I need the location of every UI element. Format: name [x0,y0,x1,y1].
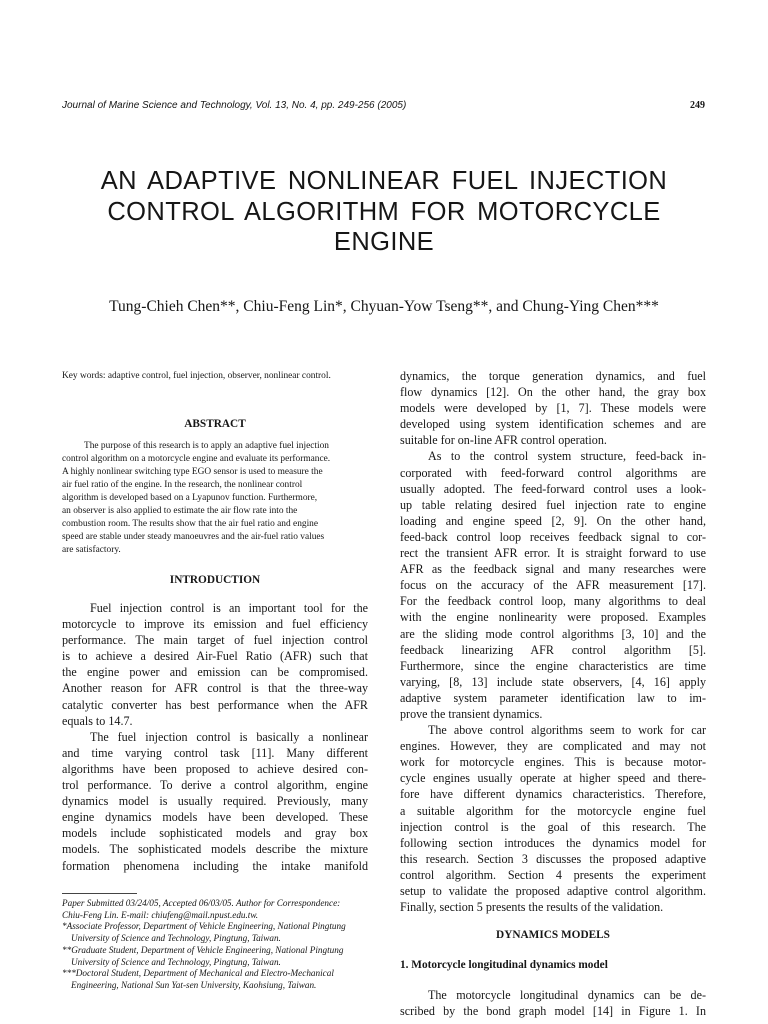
left-column [62,371,368,874]
body-line: setup to validate the proposed adaptive control algorithm. [400,884,706,898]
body-line: fore have different dynamics characteristics. Therefore, [400,787,706,802]
abstract-line: The purpose of this research is to apply an adaptive fuel injection [84,441,329,451]
body-line: engines. However, they are complicated and may not [400,739,706,754]
body-line: usually adopted. The feed-forward control uses a look- [400,481,706,496]
body-line: trol performance. To derive a control algorithm, engine [62,778,368,793]
title-line: AN ADAPTIVE NONLINEAR FUEL INJECTION [100,167,668,195]
body-line: feedback linearizing AFR control algorithm [5]. [400,642,706,657]
abstract-line: speed are stable under steady manoeuvres and the air-fuel ratio values [62,532,325,542]
abstract-line: air fuel ratio of the engine. In the research, the nonlinear control [62,480,303,490]
body-line: the engine power and emission can be compromised. [62,665,368,680]
body-line: The above control algorithms seem to work for car [428,723,706,738]
body-line: formation phenomena including the intake manifold [62,858,368,873]
title-line: CONTROL ALGORITHM FOR MOTORCYCLE [107,197,661,226]
body-line: dynamics model is usually required. Previously, many [62,794,368,809]
body-line: models were developed by [1, 7]. These models were [400,401,706,416]
footnote-line: **Graduate Student, Department of Vehicle Engineering, National Pingtung [62,944,344,955]
body-line: dynamics, the torque generation dynamics, and fuel [400,369,706,383]
footnote-line: Paper Submitted 03/24/05, Accepted 06/03/05. Author for Correspondence: [62,898,341,908]
body-line: Fuel injection control is an important tool for the [90,601,368,615]
intro-paragraph-2 [62,729,368,874]
footnote-rule [62,893,137,894]
footnote-line: Engineering, National Sun Yat-sen University, Kaohsiung, Taiwan. [71,979,317,990]
body-line: As to the control system structure, feed-back in- [428,449,706,464]
paragraph-control-structure [400,448,706,722]
body-line: loading and engine speed [2, 9]. On the other hand, [400,513,706,528]
body-line: feed-back control loop receives feedback signal to cor- [400,529,706,544]
footnote-line: Chiu-Feng Lin. E-mail: chiufeng@mail.npust.edu.tw. [62,909,259,920]
footnote-line: University of Science and Technology, Pingtung, Taiwan. [71,933,281,944]
body-line: For the feedback control loop, many algorithms to deal [400,594,706,609]
body-line: work for motorcycle engines. This is because motor- [400,755,706,770]
body-line: prove the transient dynamics. [400,706,543,721]
body-line: cycle engines usually operate at higher speed and there- [400,771,706,786]
title-line: ENGINE [333,228,435,256]
body-line: engine dynamics models have been developed. These [62,810,368,825]
body-line: a suitable algorithm for the motorcycle engine fuel [400,803,706,818]
body-line: suitable for on-line AFR control operation. [400,433,607,448]
keywords: Key words: adaptive control, fuel injection, observer, nonlinear control. [62,371,331,381]
body-line: and time varying control task [11]. Many different [62,745,368,760]
abstract-line: control algorithm on a motorcycle engine and evaluate its performance. [62,454,331,464]
footnote-line: ***Doctoral Student, Department of Mechanical and Electro-Mechanical [62,968,334,979]
intro-paragraph-1 [62,600,368,729]
abstract-line: A highly nonlinear switching type EGO sensor is used to measure the [62,467,323,477]
body-line: The fuel injection control is basically a nonlinear [90,729,368,744]
right-column [400,368,706,1019]
body-line: models. The sophisticated models describe the mixture [62,842,368,857]
abstract-heading: ABSTRACT [184,418,246,430]
abstract-line: an observer is also applied to estimate the air flow rate into the [62,506,298,516]
journal-citation: Journal of Marine Science and Technology, Vol. 13, No. 4, pp. 249-256 (2005) [62,100,407,111]
author-list: Tung-Chieh Chen**, Chiu-Feng Lin*, Chyuan-Yow Tseng**, and Chung-Ying Chen*** [109,298,659,315]
body-line: developed using system identification schemes and are [400,417,706,432]
body-line: control algorithm. Section 4 presents the experiment [400,867,706,882]
body-line: varying, [8, 13] include state observers, [4, 16] apply [400,674,706,689]
abstract-body [62,440,368,557]
body-line: algorithms have been proposed to achieve desired con- [62,761,368,776]
body-line: following section introduces the dynamics model for [400,835,706,850]
abstract-line: algorithm is developed based on a Lyapunov function. Furthermore, [62,493,318,503]
body-line: rect the transient AFR error. It is straight forward to use [400,546,706,561]
body-line: this research. Section 3 discusses the proposed adaptive [400,851,706,866]
abstract-line: combustion room. The results show that the air fuel ratio and engine [62,519,319,529]
page-number: 249 [690,100,705,111]
body-line: performance. The main target of fuel injection control [62,633,368,648]
body-line: motorcycle to improve its emission and fuel efficiency [62,617,368,632]
body-line: corporated with feed-forward control algorithms are [400,465,706,480]
body-line: up table relating desired fuel injection rate to engine [400,497,706,512]
body-line: AFR as the feedback signal and many researches were [400,562,706,577]
paper-title [40,166,728,258]
body-line: Another reason for AFR control is that the three-way [62,681,368,696]
body-line: focus on the accuracy of the AFR measurement [17]. [400,578,706,593]
body-line: equals to 14.7. [62,713,133,728]
body-line: with the engine nonlinearity were proposed. Examples [400,610,706,625]
footnote-line: University of Science and Technology, Pingtung, Taiwan. [71,956,281,967]
subsection-heading: 1. Motorcycle longitudinal dynamics model [400,959,608,972]
body-line: scribed by the bond graph model [14] in Figure 1. In [400,1004,706,1019]
body-line: is to achieve a desired Air-Fuel Ratio (AFR) such that [62,649,368,664]
footnote-line: *Associate Professor, Department of Vehicle Engineering, National Pingtung [62,921,346,932]
abstract-line: are satisfactory. [62,545,121,555]
body-line: Furthermore, since the engine characteristics are time [400,658,706,673]
body-line: models include sophisticated models and gray box [62,826,368,841]
body-line: Finally, section 5 presents the results of the validation. [400,900,664,915]
body-line: The motorcycle longitudinal dynamics can be de- [428,988,706,1003]
body-line: adaptive system parameter identification law to im- [400,690,706,705]
body-line: catalytic converter has best performance when the AFR [62,697,368,712]
body-line: injection control is the goal of this research. The [400,819,706,834]
paragraph-longitudinal [400,987,706,1019]
paragraph-continued [400,368,706,448]
introduction-heading: INTRODUCTION [169,574,261,586]
footnotes [62,898,372,992]
paragraph-above-algorithms [400,722,706,915]
body-line: are the sliding mode control algorithms [3, 10] and the [400,626,706,641]
body-line: flow dynamics [12]. On the other hand, the gray box [400,385,706,400]
dynamics-models-heading: DYNAMICS MODELS [496,929,610,942]
